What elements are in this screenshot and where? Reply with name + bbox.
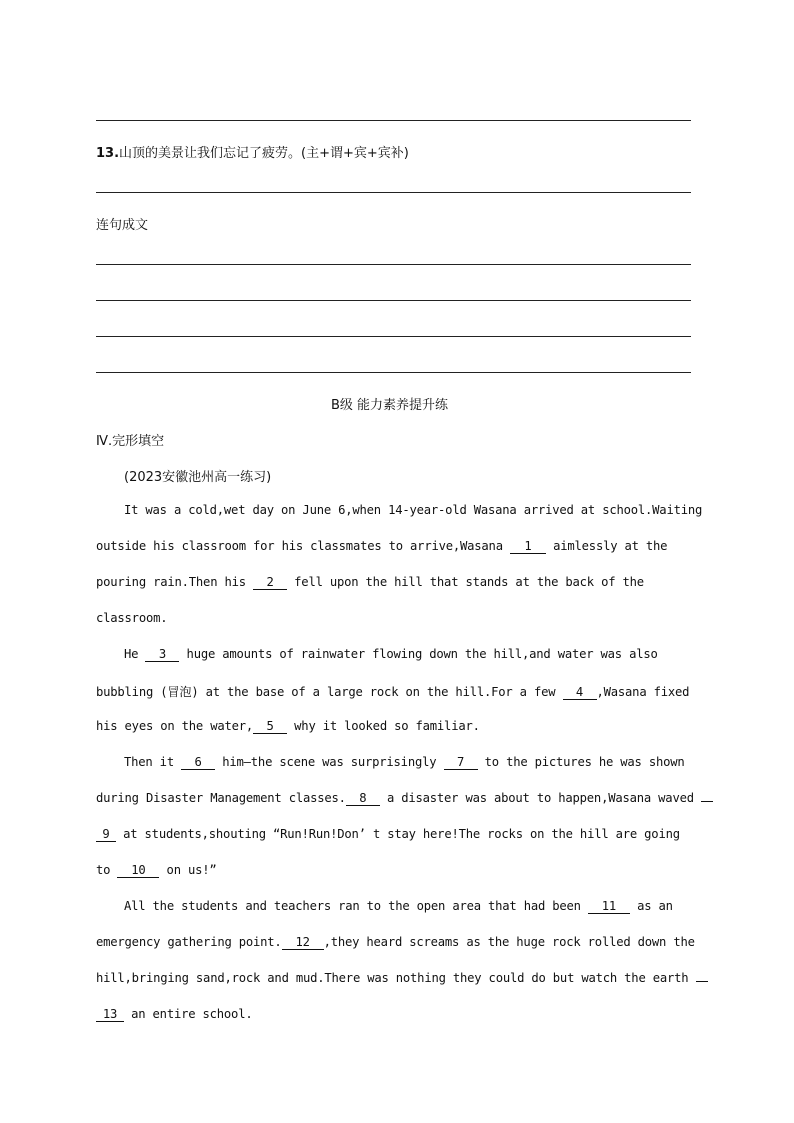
text: emergency gathering point.: [96, 935, 282, 949]
section-heading-join: 连句成文: [96, 218, 149, 233]
text: to the pictures he was shown: [477, 755, 685, 769]
answer-line-5: [96, 336, 691, 337]
source-note: (2023安徽池州高一练习): [124, 470, 272, 485]
text: All the students and teachers ran to the open area that had been: [124, 899, 588, 913]
blank-9-lead: [701, 801, 713, 802]
text: to: [96, 863, 118, 877]
p3-line-3: [96, 827, 680, 842]
text: Then it: [124, 755, 182, 769]
blank-10[interactable]: 10: [117, 864, 159, 878]
question-number: 13.: [96, 146, 120, 161]
p1-line-1: It was a cold,wet day on June 6,when 14-year-old Wasana arrived at school.Waiting: [124, 503, 703, 517]
blank-13[interactable]: 13: [96, 1008, 124, 1022]
text: on us!”: [159, 863, 217, 877]
blank-13-lead: [696, 981, 708, 982]
text: hill,bringing sand,rock and mud.There was nothing they could do but watch the earth: [96, 971, 696, 985]
p2-line-1: [124, 647, 658, 662]
text: an entire school.: [124, 1007, 253, 1021]
text: pouring rain.Then his: [96, 575, 254, 589]
text: his eyes on the water,: [96, 719, 254, 733]
text: during Disaster Management classes.: [96, 791, 346, 805]
p4-line-4: [96, 1007, 252, 1022]
p4-line-3: [96, 971, 708, 985]
p1-line-4: classroom.: [96, 611, 168, 625]
text: aimlessly at the: [545, 539, 668, 553]
answer-line-3: [96, 264, 691, 265]
p3-line-1: [124, 755, 685, 770]
text: He: [124, 647, 146, 661]
blank-7[interactable]: 7: [444, 756, 478, 770]
blank-12[interactable]: 12: [282, 936, 324, 950]
p1-line-2: [96, 539, 667, 554]
answer-line-4: [96, 300, 691, 301]
p3-line-2: [96, 791, 713, 806]
p2-line-2: [96, 683, 689, 700]
blank-5[interactable]: 5: [253, 720, 287, 734]
p3-line-4: [96, 863, 217, 878]
level-title: B级 能力素养提升练: [331, 398, 449, 413]
text: huge amounts of rainwater flowing down the hill,and water was also: [179, 647, 658, 661]
text: ,Wasana fixed: [596, 685, 690, 699]
text: outside his classroom for his classmates to arrive,Wasana: [96, 539, 510, 553]
p1-line-3: [96, 575, 644, 590]
p2-line-3: [96, 719, 480, 734]
text: fell upon the hill that stands at the back of the: [287, 575, 644, 589]
blank-6[interactable]: 6: [181, 756, 215, 770]
blank-4[interactable]: 4: [563, 686, 597, 700]
p4-line-1: [124, 899, 673, 914]
text: a disaster was about to happen,Wasana waved: [379, 791, 701, 805]
text: bubbling (冒泡) at the base of a large rock on the hill.For a few: [96, 685, 563, 699]
text: him—the scene was surprisingly: [215, 755, 444, 769]
p4-line-2: [96, 935, 695, 950]
blank-2[interactable]: 2: [253, 576, 287, 590]
text: why it looked so familiar.: [287, 719, 480, 733]
text: at students,shouting “Run!Run!Don’ t stay here!The rocks on the hill are going: [116, 827, 680, 841]
answer-line-2: [96, 192, 691, 193]
question-13: [96, 142, 409, 161]
blank-3[interactable]: 3: [145, 648, 179, 662]
blank-11[interactable]: 11: [588, 900, 630, 914]
blank-8[interactable]: 8: [346, 792, 380, 806]
text: ,they heard screams as the huge rock rolled down the: [323, 935, 695, 949]
part-title: Ⅳ.完形填空: [96, 434, 165, 449]
question-text: 山顶的美景让我们忘记了疲劳。(主+谓+宾+宾补): [119, 146, 409, 161]
answer-line-1: [96, 120, 691, 121]
blank-9[interactable]: 9: [96, 828, 116, 842]
answer-line-6: [96, 372, 691, 373]
text: as an: [629, 899, 673, 913]
blank-1[interactable]: 1: [510, 540, 546, 554]
